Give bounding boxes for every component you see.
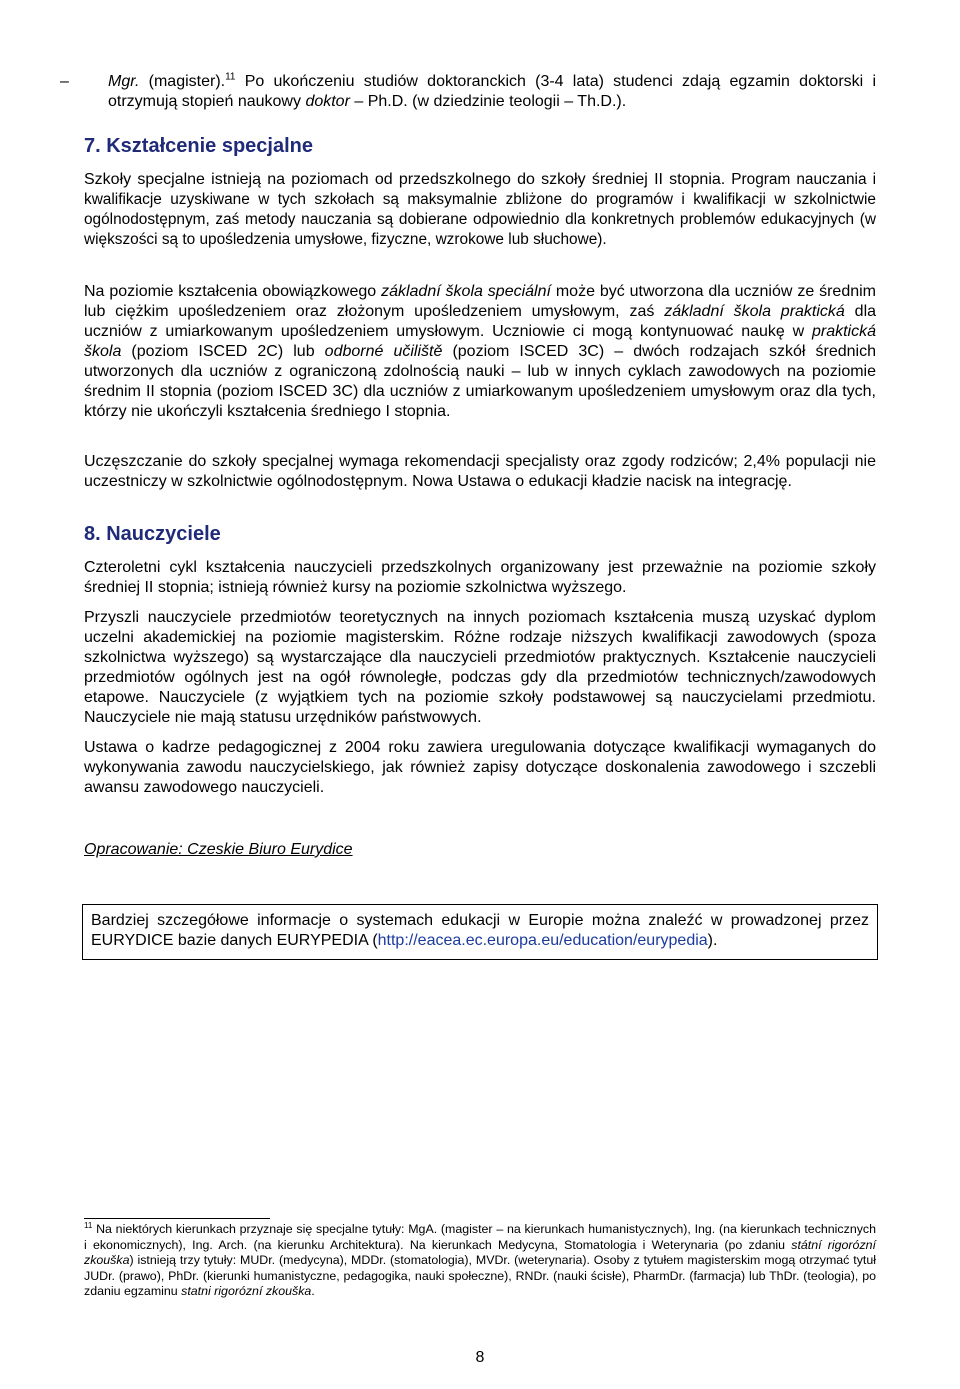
section-8-heading: 8. Nauczyciele xyxy=(84,523,221,545)
italic-term: praktická škola xyxy=(84,323,876,360)
section-7-p1-part2: Program nauczania i kwalifikacje uzyskiwane w tych szkołach są maksymalnie zbliżone do programów i kwalifikacji w szkolnictwie ogólnodostępnym, zaś metody nauczania są dobierane odpowiednio dla konkretnych problemów edukacyjnych (w większości są to upośledzenia umysłowe, fizyczne, wzrokowe lub słuchowe). xyxy=(84,171,876,248)
info-text-end: ). xyxy=(707,932,718,949)
section-7-paragraph-1 xyxy=(84,170,876,250)
footnote-number: 11 xyxy=(84,1220,93,1230)
section-7-p1-part1: Szkoły specjalne istnieją na poziomach od przedszkolnego do szkoły średniej II stopnia. xyxy=(84,171,726,188)
section-7-p2 xyxy=(84,282,876,422)
intro-body-end: – Ph.D. (w dziedzinie teologii – Th.D.). xyxy=(349,93,627,110)
section-7-p1 xyxy=(84,170,876,250)
intro-body: Po ukończeniu studiów doktoranckich (3-4 lata) studenci zdają egzamin doktorski i otrzymują stopień naukowy xyxy=(108,73,876,110)
section-7-p3 xyxy=(84,452,876,492)
intro-lead-rest: (magister). xyxy=(139,73,226,90)
text-run: (poziom ISCED 2C) lub xyxy=(121,343,325,360)
text-run: Na poziomie kształcenia obowiązkowego xyxy=(84,283,382,300)
info-text: Bardziej szczegółowe informacje o systemach edukacji w Europie można znaleźć w prowadzonej przez EURYDICE bazie danych EURYPEDIA ( xyxy=(91,912,869,949)
section-8-p1 xyxy=(84,558,876,598)
section-8 xyxy=(84,522,876,546)
italic-term: základní škola speciální xyxy=(381,283,551,300)
intro-paragraph xyxy=(60,71,876,112)
footnote-text xyxy=(84,1222,876,1300)
text-run: może być utworzona dla uczniów ze średnim lub ciężkim upośledzeniem oraz złożonym upośledzeniem umysłowym, zaś xyxy=(84,283,877,320)
source-note: Opracowanie: Czeskie Biuro Eurydice xyxy=(84,841,353,858)
footnote-ref[interactable]: 11 xyxy=(225,71,236,83)
intro-text: – Mgr. (magister).$^{11}$ Po ukończeniu studiów doktoranckich (3-4 lata) studenci zdają egzamin doktorski i otrzymują stopień naukowy doktor – Ph.D. (w dziedzinie teologii – Th.D.). xyxy=(60,71,876,110)
footnote-run: Na niektórych kierunkach przyznaje się specjalne tytuły: MgA. (magister – na kierunkach humanistycznych), Ing. (na kierunkach technicznych i ekonomicznych), Ing. Arch. (na kierunku Architektura). Na kierunkach Medycyna, Stomatologia i Weterynaria (po zdaniu xyxy=(84,1222,876,1252)
section-8-p2 xyxy=(84,608,876,728)
intro-lead: Mgr. xyxy=(108,73,140,90)
footnote-run: ) istnieją trzy tytuły: MUDr. (medycyna), MDDr. (stomatologia), MVDr. (weterynaria). Osoby z tytułem magisterskim mogą otrzymać tytuł JUDr. (prawo), PhDr. (kierunki humanistyczne, pedagogika, nauki społeczne), RNDr. (nauki ścisłe), PharmDr. (farmacja) lub ThDr. (teologia), po zdaniu egzaminu xyxy=(84,1253,876,1299)
section-8-paragraph-1: Czteroletni cykl kształcenia nauczycieli przedszkolnych organizowany jest przeważnie na poziomie szkoły średniej II stopnia; istnieją również kursy na poziomie szkolnictwa wyższego. xyxy=(84,559,876,596)
footnote-separator xyxy=(84,1218,270,1219)
section-7-paragraph-3: Uczęszczanie do szkoły specjalnej wymaga rekomendacji specjalisty oraz zgody rodziców; 2,4% populacji nie uczestniczy w szkolnictwie ogólnodostępnym. Nowa Ustawa o edukacji kładzie nacisk na integrację. xyxy=(84,453,876,490)
info-box-text xyxy=(91,911,869,951)
text-run: (poziom ISCED 3C) – dwóch rodzajach szkół średnich utworzonych dla uczniów z ograniczoną zdolnością nauki – lub w innych cyklach zawodowych na poziomie średnim II stopnia (poziom ISCED 3C) dla uczniów z umiarkowanym upośledzeniem umysłowym oraz dla tych, którzy nie ukończyli kształcenia średniego I stopnia. xyxy=(84,343,876,420)
intro-italic-term: doktor xyxy=(305,93,350,110)
text-run: dla uczniów z umiarkowanym upośledzeniem umysłowym. Uczniowie ci mogą kontynuować naukę w xyxy=(84,303,877,340)
section-8-paragraph-2: Przyszli nauczyciele przedmiotów teoretycznych na innych poziomach kształcenia muszą uzyskać dyplom uczelni akademickiej na poziomie magisterskim. Różne rodzaje niższych kwalifikacji zawodowych (spoza szkolnictwa wyższego) są wystarczające dla nauczycieli przedmiotów praktycznych. Kształcenie nauczycieli przedmiotów ogólnych jest na ogół równoległe, podczas gdy dla przedmiotów technicznych/zawodowych etapowe. Nauczyciele (z wyjątkiem tych na poziomie szkoły podstawowej są nauczycielami przedmiotu. Nauczyciele nie mają statusu urzędników państwowych. xyxy=(84,609,876,726)
page-number: 8 xyxy=(475,1349,485,1366)
info-box xyxy=(82,904,878,960)
footnote-italic: státní rigorózní zkouška xyxy=(84,1237,876,1268)
italic-term: základní škola praktická xyxy=(664,303,845,320)
section-7 xyxy=(84,134,876,158)
section-8-p3 xyxy=(84,738,876,798)
footnote-italic: statni rigorózní zkouška xyxy=(181,1284,312,1299)
section-8-paragraph-3: Ustawa o kadrze pedagogicznej z 2004 roku zawiera uregulowania dotyczące kwalifikacji wymaganych do wykonywania zawodu nauczycielskiego, jak również zapisy dotyczące doskonalenia zawodowego i szczebli awansu zawodowego nauczycieli. xyxy=(84,739,876,796)
section-7-heading: 7. Kształcenie specjalne xyxy=(84,135,314,157)
eurypedia-link[interactable]: http://eacea.ec.europa.eu/education/eurypedia xyxy=(377,932,708,949)
footnote xyxy=(84,1222,876,1300)
italic-term: odborné učiliště xyxy=(324,343,443,360)
footnote-run: . xyxy=(311,1284,315,1299)
section-7-paragraph-2 xyxy=(84,282,876,422)
